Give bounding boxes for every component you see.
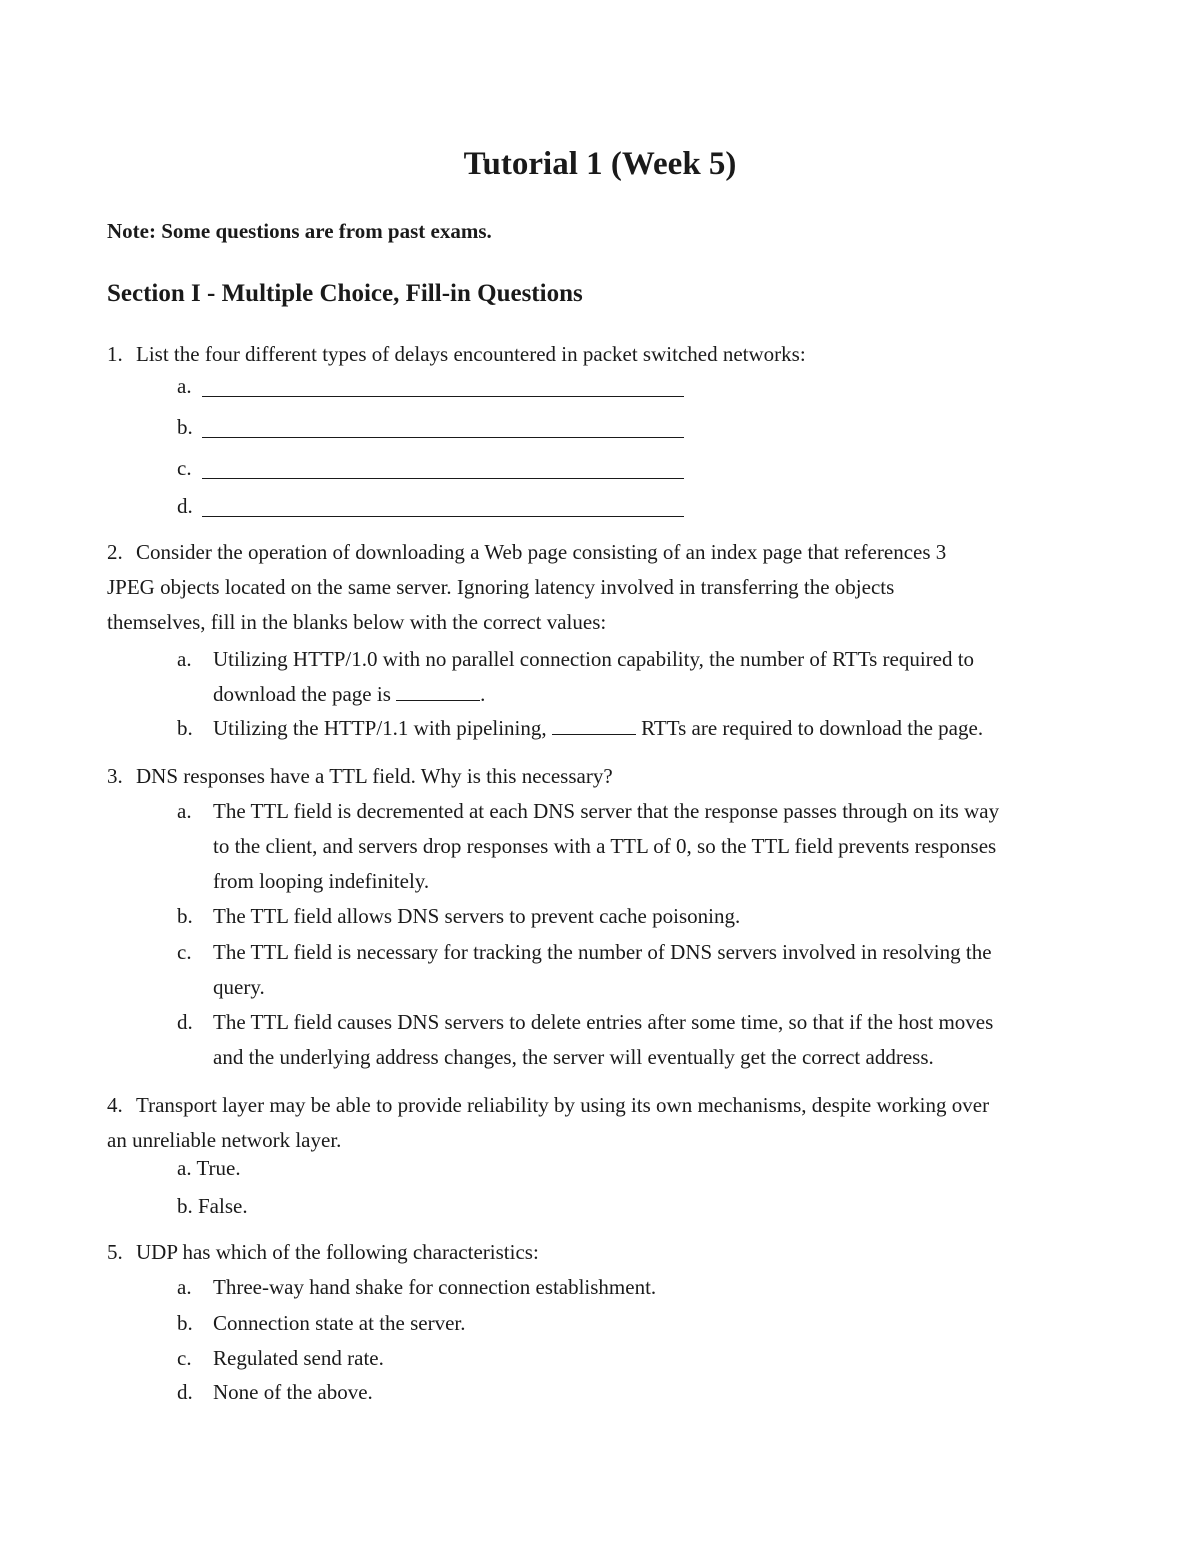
option-letter: a.: [177, 1275, 192, 1299]
q1-option-d-letter: d.: [177, 494, 193, 518]
option-text-pre: download the page is: [213, 682, 397, 706]
question-text-line: Consider the operation of downloading a Web page consisting of an index page that references 3: [136, 540, 947, 564]
option-text-line: query.: [213, 975, 265, 999]
option-letter: b.: [177, 904, 193, 928]
question-text: DNS responses have a TTL field. Why is this necessary?: [136, 764, 613, 788]
option-letter: a.: [177, 647, 192, 671]
option-text-line: and the underlying address changes, the server will eventually get the correct address.: [213, 1045, 934, 1069]
question-text: List the four different types of delays encountered in packet switched networks:: [136, 342, 806, 366]
question-2-line-2: JPEG objects located on the same server. Ignoring latency involved in transferring the objects: [107, 575, 895, 599]
option-text-line: [213, 677, 1103, 712]
question-2-line-3: themselves, fill in the blanks below with the correct values:: [107, 610, 607, 634]
q1-answer-blank-d[interactable]: [202, 516, 684, 517]
question-4: [107, 1088, 1097, 1123]
option-text-line: from looping indefinitely.: [213, 869, 430, 893]
question-3: [107, 759, 1097, 794]
q1-option-b-letter: b.: [177, 415, 193, 439]
question-number: 1.: [107, 342, 123, 366]
question-text-line: Transport layer may be able to provide reliability by using its own mechanisms, despite working over: [136, 1093, 990, 1117]
q2-option-a: [177, 642, 1097, 712]
option-text: Three-way hand shake for connection establishment.: [213, 1275, 657, 1299]
question-number: 5.: [107, 1240, 123, 1264]
q3-option-c: [177, 935, 1097, 1005]
option-letter: d.: [177, 1380, 193, 1404]
q1-option-a-letter: a.: [177, 374, 192, 398]
option-text-post: .: [480, 682, 486, 706]
q5-option-a: [177, 1270, 1097, 1305]
question-number: 3.: [107, 764, 123, 788]
option-letter: c.: [177, 940, 192, 964]
option-text-pre: Utilizing the HTTP/1.1 with pipelining,: [213, 716, 552, 740]
question-2: [107, 535, 1097, 570]
question-1: [107, 337, 1097, 372]
section-heading: Section I - Multiple Choice, Fill-in Questions: [107, 280, 583, 307]
q2-option-b: [177, 711, 1097, 746]
q1-option-c-letter: c.: [177, 456, 192, 480]
option-text-line: The TTL field allows DNS servers to prevent cache poisoning.: [213, 904, 741, 928]
q1-answer-blank-b[interactable]: [202, 437, 684, 438]
option-text-post: RTTs are required to download the page.: [635, 716, 984, 740]
question-text: UDP has which of the following characteristics:: [136, 1240, 539, 1264]
question-number: 4.: [107, 1093, 123, 1117]
option-letter: c.: [177, 1346, 192, 1370]
q4-option-b: b. False.: [177, 1194, 248, 1218]
option-letter: b.: [177, 1311, 193, 1335]
q5-option-c: [177, 1341, 1097, 1376]
q3-option-b: [177, 899, 1097, 934]
note-text: Note: Some questions are from past exams.: [107, 219, 492, 243]
q5-option-d: [177, 1375, 1097, 1410]
q5-option-b: [177, 1306, 1097, 1341]
question-4-line-2: an unreliable network layer.: [107, 1128, 342, 1152]
q2b-answer-blank[interactable]: [552, 714, 636, 735]
option-text-line: The TTL field causes DNS servers to delete entries after some time, so that if the host moves: [213, 1010, 994, 1034]
option-text-line: Utilizing HTTP/1.0 with no parallel connection capability, the number of RTTs required to: [213, 647, 975, 671]
q1-answer-blank-a[interactable]: [202, 396, 684, 397]
page-title: Tutorial 1 (Week 5): [463, 146, 737, 182]
option-letter: a.: [177, 799, 192, 823]
question-number: 2.: [107, 540, 123, 564]
q4-option-a: a. True.: [177, 1156, 241, 1180]
option-letter: b.: [177, 716, 193, 740]
q3-option-a: [177, 794, 1097, 899]
option-text: Connection state at the server.: [213, 1311, 466, 1335]
option-text: Regulated send rate.: [213, 1346, 384, 1370]
option-letter: d.: [177, 1010, 193, 1034]
q1-answer-blank-c[interactable]: [202, 478, 684, 479]
option-text-line: [213, 711, 1103, 746]
question-5: [107, 1235, 1097, 1270]
option-text-line: The TTL field is decremented at each DNS server that the response passes through on its way: [213, 799, 1000, 823]
option-text-line: The TTL field is necessary for tracking the number of DNS servers involved in resolving the: [213, 940, 992, 964]
option-text-line: to the client, and servers drop responses with a TTL of 0, so the TTL field prevents responses: [213, 834, 997, 858]
q2a-answer-blank[interactable]: [396, 680, 480, 701]
option-text: None of the above.: [213, 1380, 373, 1404]
q3-option-d: [177, 1005, 1097, 1075]
